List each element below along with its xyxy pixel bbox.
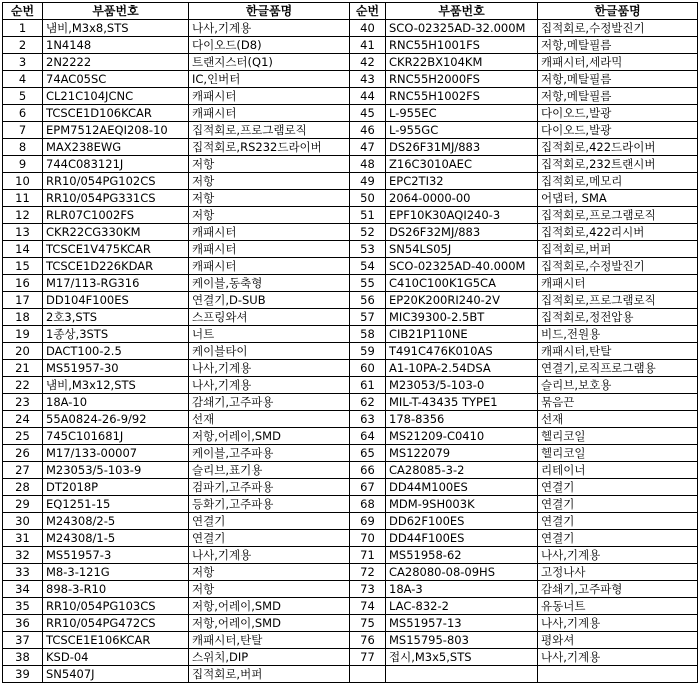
table-body (3, 20, 698, 683)
cell-right-name: 나사,기계용 (538, 547, 698, 564)
cell-right-no: 41 (350, 37, 386, 54)
cell-right-part: MDM-9SH003K (386, 496, 538, 513)
cell-left-no: 31 (3, 530, 43, 547)
cell-right-no: 48 (350, 156, 386, 173)
cell-right-name: 캐패시터,세라믹 (538, 54, 698, 71)
table-row (3, 615, 698, 632)
cell-left-part: M17/133-00007 (43, 445, 189, 462)
cell-left-part: RLR07C1002FS (43, 207, 189, 224)
cell-right-name: 연결기 (538, 496, 698, 513)
cell-left-name: 나사,기계용 (189, 360, 350, 377)
cell-right-name: 집적회로,프로그램로직 (538, 207, 698, 224)
cell-left-part: DACT100-2.5 (43, 343, 189, 360)
cell-left-part: 2N2222 (43, 54, 189, 71)
cell-right-no: 58 (350, 326, 386, 343)
table-row (3, 224, 698, 241)
header-part-left: 부품번호 (43, 3, 189, 20)
cell-right-no: 62 (350, 394, 386, 411)
cell-right-part: 178-8356 (386, 411, 538, 428)
cell-left-name: 저항 (189, 581, 350, 598)
cell-left-no: 15 (3, 258, 43, 275)
cell-right-no: 45 (350, 105, 386, 122)
cell-left-name: 나사,기계용 (189, 20, 350, 37)
cell-right-no: 47 (350, 139, 386, 156)
cell-left-part: EPM7512AEQI208-10 (43, 122, 189, 139)
cell-right-part: 2064-0000-00 (386, 190, 538, 207)
cell-right-name: 감쇄기,고주파형 (538, 581, 698, 598)
cell-right-part: SCO-02325AD-32.000M (386, 20, 538, 37)
table-row (3, 513, 698, 530)
cell-left-no: 16 (3, 275, 43, 292)
cell-left-no: 5 (3, 88, 43, 105)
cell-right-no (350, 666, 386, 683)
table-row (3, 20, 698, 37)
cell-right-no: 49 (350, 173, 386, 190)
table-row (3, 360, 698, 377)
cell-left-no: 3 (3, 54, 43, 71)
cell-left-no: 14 (3, 241, 43, 258)
table-row (3, 275, 698, 292)
cell-left-no: 8 (3, 139, 43, 156)
cell-left-part: M23053/5-103-9 (43, 462, 189, 479)
cell-left-name: 저항,어레이,SMD (189, 428, 350, 445)
cell-right-part: DD44F100ES (386, 530, 538, 547)
cell-left-no: 28 (3, 479, 43, 496)
cell-right-part: L-955EC (386, 105, 538, 122)
cell-right-name: 집적회로,422드라이버 (538, 139, 698, 156)
cell-left-no: 26 (3, 445, 43, 462)
cell-right-name: 연결기 (538, 479, 698, 496)
cell-left-name: 나사,기계용 (189, 547, 350, 564)
cell-right-part: CA28085-3-2 (386, 462, 538, 479)
cell-right-no: 66 (350, 462, 386, 479)
cell-right-name: 나사,기계용 (538, 615, 698, 632)
cell-left-part: RR10/054PG331CS (43, 190, 189, 207)
cell-left-part: TCSCE1D106KCAR (43, 105, 189, 122)
cell-right-name: 선재 (538, 411, 698, 428)
cell-right-name: 연결기,로직프로그램용 (538, 360, 698, 377)
cell-right-name: 저항,메탈필름 (538, 71, 698, 88)
cell-left-no: 13 (3, 224, 43, 241)
cell-left-part: MS51957-3 (43, 547, 189, 564)
cell-left-no: 34 (3, 581, 43, 598)
cell-left-no: 30 (3, 513, 43, 530)
cell-left-name: 캐패시터 (189, 224, 350, 241)
cell-right-no: 65 (350, 445, 386, 462)
table-row (3, 445, 698, 462)
table-row (3, 190, 698, 207)
cell-left-part: 55A0824-26-9/92 (43, 411, 189, 428)
cell-right-no: 76 (350, 632, 386, 649)
table-row (3, 139, 698, 156)
header-name-right: 한글품명 (538, 3, 698, 20)
cell-left-name: IC,인버터 (189, 71, 350, 88)
cell-left-name: 스프링와셔 (189, 309, 350, 326)
cell-left-no: 17 (3, 292, 43, 309)
cell-right-name: 다이오드,발광 (538, 122, 698, 139)
table-row (3, 207, 698, 224)
cell-right-part: MS21209-C0410 (386, 428, 538, 445)
cell-right-part: MIL-T-43435 TYPE1 (386, 394, 538, 411)
cell-left-no: 10 (3, 173, 43, 190)
cell-left-name: 저항 (189, 207, 350, 224)
cell-right-no: 53 (350, 241, 386, 258)
cell-right-part: SCO-02325AD-40.000M (386, 258, 538, 275)
cell-left-no: 20 (3, 343, 43, 360)
cell-left-name: 캐패시터 (189, 241, 350, 258)
cell-left-part: EQ1251-15 (43, 496, 189, 513)
cell-right-part: EP20K200RI240-2V (386, 292, 538, 309)
cell-right-name: 묶음끈 (538, 394, 698, 411)
cell-left-part: TCSCE1V475KCAR (43, 241, 189, 258)
cell-right-no: 57 (350, 309, 386, 326)
cell-left-part: M24308/1-5 (43, 530, 189, 547)
cell-right-part: A1-10PA-2.54DSA (386, 360, 538, 377)
table-row (3, 377, 698, 394)
cell-right-name: 다이오드,발광 (538, 105, 698, 122)
cell-left-name: 케이블,고주파용 (189, 445, 350, 462)
cell-right-part: MS51957-13 (386, 615, 538, 632)
table-row (3, 411, 698, 428)
table-row (3, 292, 698, 309)
table-row (3, 156, 698, 173)
cell-left-part: DT2018P (43, 479, 189, 496)
cell-left-part: TCSCE1D226KDAR (43, 258, 189, 275)
cell-right-no: 69 (350, 513, 386, 530)
cell-right-part: DD44M100ES (386, 479, 538, 496)
cell-left-name: 저항,어레이,SMD (189, 615, 350, 632)
cell-left-no: 25 (3, 428, 43, 445)
cell-left-no: 2 (3, 37, 43, 54)
cell-right-name: 연결기 (538, 530, 698, 547)
cell-right-part: M23053/5-103-0 (386, 377, 538, 394)
cell-left-no: 11 (3, 190, 43, 207)
cell-right-no: 50 (350, 190, 386, 207)
cell-right-no: 73 (350, 581, 386, 598)
cell-left-no: 19 (3, 326, 43, 343)
cell-right-no: 54 (350, 258, 386, 275)
cell-left-no: 7 (3, 122, 43, 139)
cell-left-name: 선재 (189, 411, 350, 428)
cell-right-name: 헬리코일 (538, 445, 698, 462)
cell-right-no: 55 (350, 275, 386, 292)
cell-right-part: DS26F31MJ/883 (386, 139, 538, 156)
cell-right-no: 64 (350, 428, 386, 445)
cell-left-name: 스위치,DIP (189, 649, 350, 666)
table-row (3, 428, 698, 445)
cell-right-part: MS15795-803 (386, 632, 538, 649)
cell-right-no: 75 (350, 615, 386, 632)
table-row (3, 462, 698, 479)
table-row (3, 71, 698, 88)
header-no-right: 순번 (350, 3, 386, 20)
cell-right-name: 고정나사 (538, 564, 698, 581)
cell-right-no: 61 (350, 377, 386, 394)
cell-right-no: 52 (350, 224, 386, 241)
cell-right-name: 저항,메탈필름 (538, 88, 698, 105)
table-row (3, 632, 698, 649)
cell-right-part: RNC55H2000FS (386, 71, 538, 88)
cell-left-part: 18A-10 (43, 394, 189, 411)
cell-left-name: 집적회로,프로그램로직 (189, 122, 350, 139)
cell-left-part: RR10/054PG472CS (43, 615, 189, 632)
cell-right-name: 유동너트 (538, 598, 698, 615)
cell-right-no: 60 (350, 360, 386, 377)
cell-left-name: 캐패시터,탄탈 (189, 632, 350, 649)
cell-left-name: 너트 (189, 326, 350, 343)
cell-left-name: 트랜지스터(Q1) (189, 54, 350, 71)
table-row (3, 105, 698, 122)
cell-right-part: C410C100K1G5CA (386, 275, 538, 292)
cell-left-no: 27 (3, 462, 43, 479)
cell-right-no: 74 (350, 598, 386, 615)
cell-left-no: 18 (3, 309, 43, 326)
table-row (3, 666, 698, 683)
cell-left-name: 다이오드(D8) (189, 37, 350, 54)
cell-left-part: CL21C104JCNC (43, 88, 189, 105)
cell-right-part: SN54LS05J (386, 241, 538, 258)
cell-right-name: 연결기 (538, 513, 698, 530)
cell-right-name: 집적회로,422리시버 (538, 224, 698, 241)
cell-right-name: 집적회로,수정발진기 (538, 20, 698, 37)
cell-left-no: 33 (3, 564, 43, 581)
cell-right-no: 70 (350, 530, 386, 547)
cell-left-part: 냄비,M3x12,STS (43, 377, 189, 394)
cell-left-name: 집적회로,버퍼 (189, 666, 350, 683)
cell-right-no: 42 (350, 54, 386, 71)
table-row (3, 598, 698, 615)
cell-left-part: 744C083121J (43, 156, 189, 173)
cell-left-part: M8-3-121G (43, 564, 189, 581)
cell-left-name: 등화기,고주파용 (189, 496, 350, 513)
cell-left-part: TCSCE1E106KCAR (43, 632, 189, 649)
cell-left-part: 2호3,STS (43, 309, 189, 326)
cell-left-part: M17/113-RG316 (43, 275, 189, 292)
cell-left-part: KSD-04 (43, 649, 189, 666)
cell-right-no: 71 (350, 547, 386, 564)
cell-right-no: 46 (350, 122, 386, 139)
cell-right-no: 44 (350, 88, 386, 105)
cell-left-part: MAX238EWG (43, 139, 189, 156)
cell-left-name: 연결기,D-SUB (189, 292, 350, 309)
cell-left-part: CKR22CG330KM (43, 224, 189, 241)
cell-left-name: 연결기 (189, 513, 350, 530)
table-row (3, 530, 698, 547)
cell-left-part: 74AC05SC (43, 71, 189, 88)
table-row (3, 88, 698, 105)
cell-right-name: 평와셔 (538, 632, 698, 649)
cell-right-no: 68 (350, 496, 386, 513)
table-row (3, 547, 698, 564)
cell-right-no: 63 (350, 411, 386, 428)
cell-right-no: 43 (350, 71, 386, 88)
cell-left-name: 케이블타이 (189, 343, 350, 360)
cell-right-name: 캐패시터,탄탈 (538, 343, 698, 360)
table-row (3, 343, 698, 360)
cell-right-part: EPF10K30AQI240-3 (386, 207, 538, 224)
cell-left-name: 저항 (189, 173, 350, 190)
cell-left-name: 캐패시터 (189, 105, 350, 122)
cell-left-name: 감쇄기,고주파용 (189, 394, 350, 411)
cell-right-part: CIB21P110NE (386, 326, 538, 343)
cell-left-name: 저항 (189, 156, 350, 173)
table-row (3, 496, 698, 513)
cell-left-no: 37 (3, 632, 43, 649)
table-row (3, 479, 698, 496)
cell-left-no: 22 (3, 377, 43, 394)
cell-left-name: 저항,어레이,SMD (189, 598, 350, 615)
cell-left-no: 12 (3, 207, 43, 224)
cell-right-part: L-955GC (386, 122, 538, 139)
cell-left-name: 집적회로,RS232드라이버 (189, 139, 350, 156)
cell-right-part: 접시,M3x5,STS (386, 649, 538, 666)
cell-left-no: 4 (3, 71, 43, 88)
cell-left-no: 29 (3, 496, 43, 513)
cell-right-no: 67 (350, 479, 386, 496)
cell-left-no: 21 (3, 360, 43, 377)
cell-left-name: 캐패시터 (189, 258, 350, 275)
cell-left-name: 저항 (189, 564, 350, 581)
cell-left-no: 32 (3, 547, 43, 564)
cell-left-part: SN5407J (43, 666, 189, 683)
cell-left-part: 냄비,M3x8,STS (43, 20, 189, 37)
cell-left-name: 나사,기계용 (189, 377, 350, 394)
cell-left-part: DD104F100ES (43, 292, 189, 309)
cell-left-part: RR10/054PG102CS (43, 173, 189, 190)
table-row (3, 309, 698, 326)
cell-right-part: RNC55H1002FS (386, 88, 538, 105)
cell-right-part: DD62F100ES (386, 513, 538, 530)
cell-left-part: MS51957-30 (43, 360, 189, 377)
cell-right-name: 집적회로,프로그램로직 (538, 292, 698, 309)
cell-left-part: M24308/2-5 (43, 513, 189, 530)
cell-left-no: 23 (3, 394, 43, 411)
header-no-left: 순번 (3, 3, 43, 20)
cell-right-part: MIC39300-2.5BT (386, 309, 538, 326)
table-row (3, 581, 698, 598)
header-row (3, 3, 698, 20)
parts-table (2, 2, 698, 683)
cell-left-part: 1N4148 (43, 37, 189, 54)
cell-right-part: 18A-3 (386, 581, 538, 598)
cell-left-no: 38 (3, 649, 43, 666)
cell-right-part: MS51958-62 (386, 547, 538, 564)
cell-left-no: 35 (3, 598, 43, 615)
table-row (3, 37, 698, 54)
cell-right-name: 슬리브,보호용 (538, 377, 698, 394)
cell-right-part: LAC-832-2 (386, 598, 538, 615)
header-part-right: 부품번호 (386, 3, 538, 20)
cell-left-no: 39 (3, 666, 43, 683)
cell-right-name (538, 666, 698, 683)
cell-right-name: 집적회로,수정발진기 (538, 258, 698, 275)
cell-left-no: 9 (3, 156, 43, 173)
cell-left-name: 케이블,동축형 (189, 275, 350, 292)
cell-right-part: CKR22BX104KM (386, 54, 538, 71)
cell-left-name: 저항 (189, 190, 350, 207)
cell-left-name: 슬리브,표기용 (189, 462, 350, 479)
cell-right-no: 72 (350, 564, 386, 581)
cell-left-no: 1 (3, 20, 43, 37)
cell-left-part: RR10/054PG103CS (43, 598, 189, 615)
cell-right-name: 집적회로,메모리 (538, 173, 698, 190)
table-row (3, 394, 698, 411)
cell-right-part (386, 666, 538, 683)
cell-left-name: 검파기,고주파용 (189, 479, 350, 496)
cell-left-part: 898-3-R10 (43, 581, 189, 598)
cell-right-part: CA28080-08-09HS (386, 564, 538, 581)
table-row (3, 54, 698, 71)
cell-left-no: 36 (3, 615, 43, 632)
cell-right-name: 비드,전원용 (538, 326, 698, 343)
table-row (3, 326, 698, 343)
cell-right-name: 헬리코일 (538, 428, 698, 445)
cell-left-no: 24 (3, 411, 43, 428)
cell-left-no: 6 (3, 105, 43, 122)
table-row (3, 564, 698, 581)
cell-left-name: 캐패시터 (189, 88, 350, 105)
cell-right-name: 집적회로,버퍼 (538, 241, 698, 258)
cell-right-name: 리테이너 (538, 462, 698, 479)
cell-right-no: 56 (350, 292, 386, 309)
table-row (3, 258, 698, 275)
cell-right-no: 51 (350, 207, 386, 224)
cell-right-name: 집적회로,정전압용 (538, 309, 698, 326)
cell-right-part: MS122079 (386, 445, 538, 462)
table-row (3, 241, 698, 258)
table-row (3, 649, 698, 666)
table-row (3, 173, 698, 190)
cell-right-name: 캐패시터 (538, 275, 698, 292)
cell-right-no: 40 (350, 20, 386, 37)
cell-left-part: 1종상,3STS (43, 326, 189, 343)
header-name-left: 한글품명 (189, 3, 350, 20)
cell-right-part: EPC2TI32 (386, 173, 538, 190)
cell-right-part: DS26F32MJ/883 (386, 224, 538, 241)
cell-right-name: 집적회로,232트랜시버 (538, 156, 698, 173)
cell-right-name: 어댑터, SMA (538, 190, 698, 207)
cell-right-no: 59 (350, 343, 386, 360)
cell-right-name: 나사,기계용 (538, 649, 698, 666)
cell-left-part: 745C101681J (43, 428, 189, 445)
cell-right-part: Z16C3010AEC (386, 156, 538, 173)
table-row (3, 122, 698, 139)
cell-right-part: RNC55H1001FS (386, 37, 538, 54)
cell-right-name: 저항,메탈필름 (538, 37, 698, 54)
cell-right-part: T491C476K010AS (386, 343, 538, 360)
cell-left-name: 연결기 (189, 530, 350, 547)
cell-right-no: 77 (350, 649, 386, 666)
